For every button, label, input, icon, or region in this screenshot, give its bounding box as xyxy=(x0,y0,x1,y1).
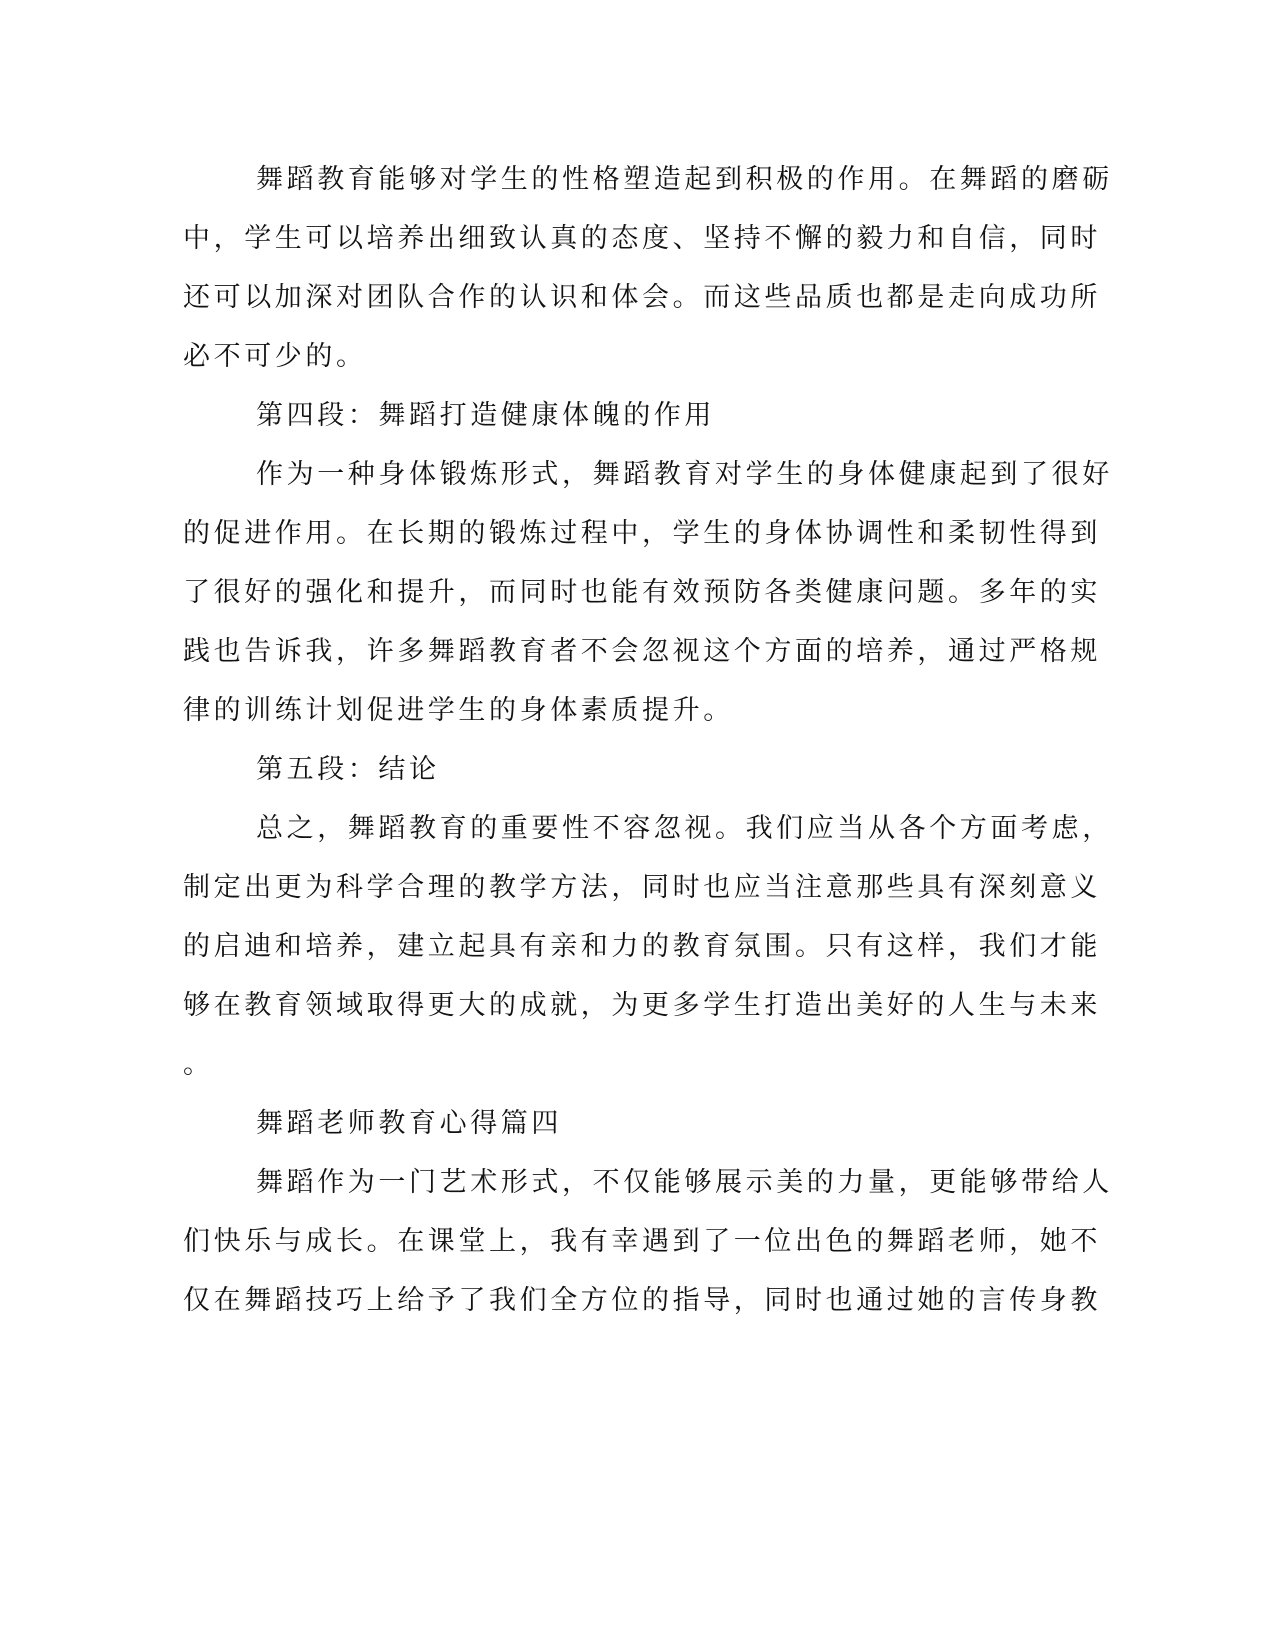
text-line: 仅在舞蹈技巧上给予了我们全方位的指导，同时也通过她的言传身教 xyxy=(183,1285,1101,1316)
text-line: 践也告诉我，许多舞蹈教育者不会忽视这个方面的培养，通过严格规 xyxy=(183,636,1101,667)
text-line: 中，学生可以培养出细致认真的态度、坚持不懈的毅力和自信，同时 xyxy=(183,223,1101,254)
text-line: 必不可少的。 xyxy=(183,341,367,372)
section-title xyxy=(183,1094,1043,1153)
heading-text: 第四段：舞蹈打造健康体魄的作用 xyxy=(256,400,715,431)
text-line: 们快乐与成长。在课堂上，我有幸遇到了一位出色的舞蹈老师，她不 xyxy=(183,1226,1101,1257)
text-line: 的启迪和培养，建立起具有亲和力的教育氛围。只有这样，我们才能 xyxy=(183,931,1101,962)
section-heading-5 xyxy=(183,740,1043,799)
paragraph-health xyxy=(183,445,1113,740)
text-line: 舞蹈教育能够对学生的性格塑造起到积极的作用。在舞蹈的磨砺 xyxy=(256,164,1113,195)
section-heading-4 xyxy=(183,386,1043,445)
text-line: 作为一种身体锻炼形式，舞蹈教育对学生的身体健康起到了很好 xyxy=(256,459,1113,490)
text-line: 总之，舞蹈教育的重要性不容忽视。我们应当从各个方面考虑， xyxy=(256,813,1113,844)
text-line: 律的训练计划促进学生的身体素质提升。 xyxy=(183,695,734,726)
paragraph-intro xyxy=(183,1153,1113,1330)
text-line: 了很好的强化和提升，而同时也能有效预防各类健康问题。多年的实 xyxy=(183,577,1101,608)
text-line: 制定出更为科学合理的教学方法，同时也应当注意那些具有深刻意义 xyxy=(183,872,1101,903)
text-line: 还可以加深对团队合作的认识和体会。而这些品质也都是走向成功所 xyxy=(183,282,1101,313)
text-line: 。 xyxy=(183,1049,214,1080)
text-line: 的促进作用。在长期的锻炼过程中，学生的身体协调性和柔韧性得到 xyxy=(183,518,1101,549)
paragraph-character-building xyxy=(183,150,1113,386)
title-text: 舞蹈老师教育心得篇四 xyxy=(256,1108,562,1139)
heading-text: 第五段：结论 xyxy=(256,754,440,785)
text-line: 舞蹈作为一门艺术形式，不仅能够展示美的力量，更能够带给人 xyxy=(256,1167,1113,1198)
paragraph-conclusion xyxy=(183,799,1113,1094)
document-body xyxy=(183,150,1113,1330)
text-line: 够在教育领域取得更大的成就，为更多学生打造出美好的人生与未来 xyxy=(183,990,1101,1021)
